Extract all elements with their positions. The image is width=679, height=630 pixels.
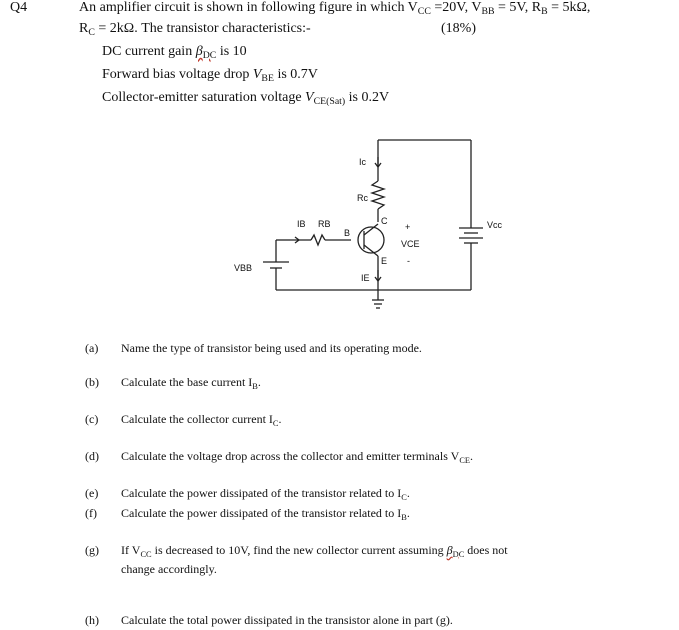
label-c: C [381, 216, 388, 226]
label-e: E [381, 256, 388, 266]
characteristic-vce-sat: Collector-emitter saturation voltage $V_{CE(Sat)}$ is 0.2V [102, 90, 390, 107]
transistor-collector-leg [364, 224, 378, 235]
characteristic-gain: DC current gain $\beta_{DC}$ is 10 [102, 44, 247, 61]
part-b-label: (b) [85, 375, 99, 389]
label-rc: Rc [357, 193, 368, 203]
question-marks: (18%) [441, 21, 476, 36]
part-h-label: (h) [85, 613, 99, 627]
label-ie: IE [361, 273, 370, 283]
part-h-text: Calculate the total power dissipated in the transistor alone in part (g). [121, 613, 453, 627]
part-d-label: (d) [85, 449, 99, 463]
label-ic: Ic [359, 157, 367, 167]
transistor-emitter-leg [364, 245, 378, 256]
rb-resistor [311, 235, 325, 245]
label-plus: + [405, 222, 411, 232]
characteristic-vbe: Forward bias voltage drop $V_{BE}$ is 0.7V [102, 67, 318, 84]
part-f-label: (f) [85, 506, 97, 520]
label-minus: - [407, 256, 410, 266]
question-line-1: An amplifier circuit is shown in following figure in which $V_{CC} =20V$, $V_{BB} = 5V$, $R_B = 5k\Omega$, [79, 0, 591, 17]
transistor-circle [358, 227, 384, 253]
label-ib: IB [297, 219, 306, 229]
label-vce: VCE [401, 239, 420, 249]
question-number: Q4 [10, 0, 28, 15]
part-c-text: Calculate the collector current $I_C$. [121, 412, 282, 428]
part-a-text: Name the type of transistor being used and its operating mode. [121, 341, 422, 355]
label-rb: RB [318, 219, 331, 229]
label-vbb: VBB [234, 263, 253, 273]
part-g-text: If $V_{CC}$ is decreased to 10V, find the new collector current assuming $\beta_{DC}$ does not [121, 543, 508, 559]
label-b: B [344, 228, 351, 238]
part-c-label: (c) [85, 412, 99, 426]
part-b-text: Calculate the base current $I_B$. [121, 375, 261, 391]
part-g-text-line2: change accordingly. [121, 562, 217, 576]
part-d-text: Calculate the voltage drop across the collector and emitter terminals $V_{CE}$. [121, 449, 474, 465]
part-e-label: (e) [85, 486, 99, 500]
part-g-label: (g) [85, 543, 99, 557]
part-a-label: (a) [85, 341, 99, 355]
question-line-2: $R_C = 2k\Omega$. The transistor characteristics:- [79, 21, 311, 38]
label-vcc: Vcc [487, 220, 503, 230]
part-f-text: Calculate the power dissipated of the transistor related to $I_B$. [121, 506, 410, 522]
rc-resistor [372, 181, 384, 209]
part-e-text: Calculate the power dissipated of the transistor related to $I_C$. [121, 486, 410, 502]
